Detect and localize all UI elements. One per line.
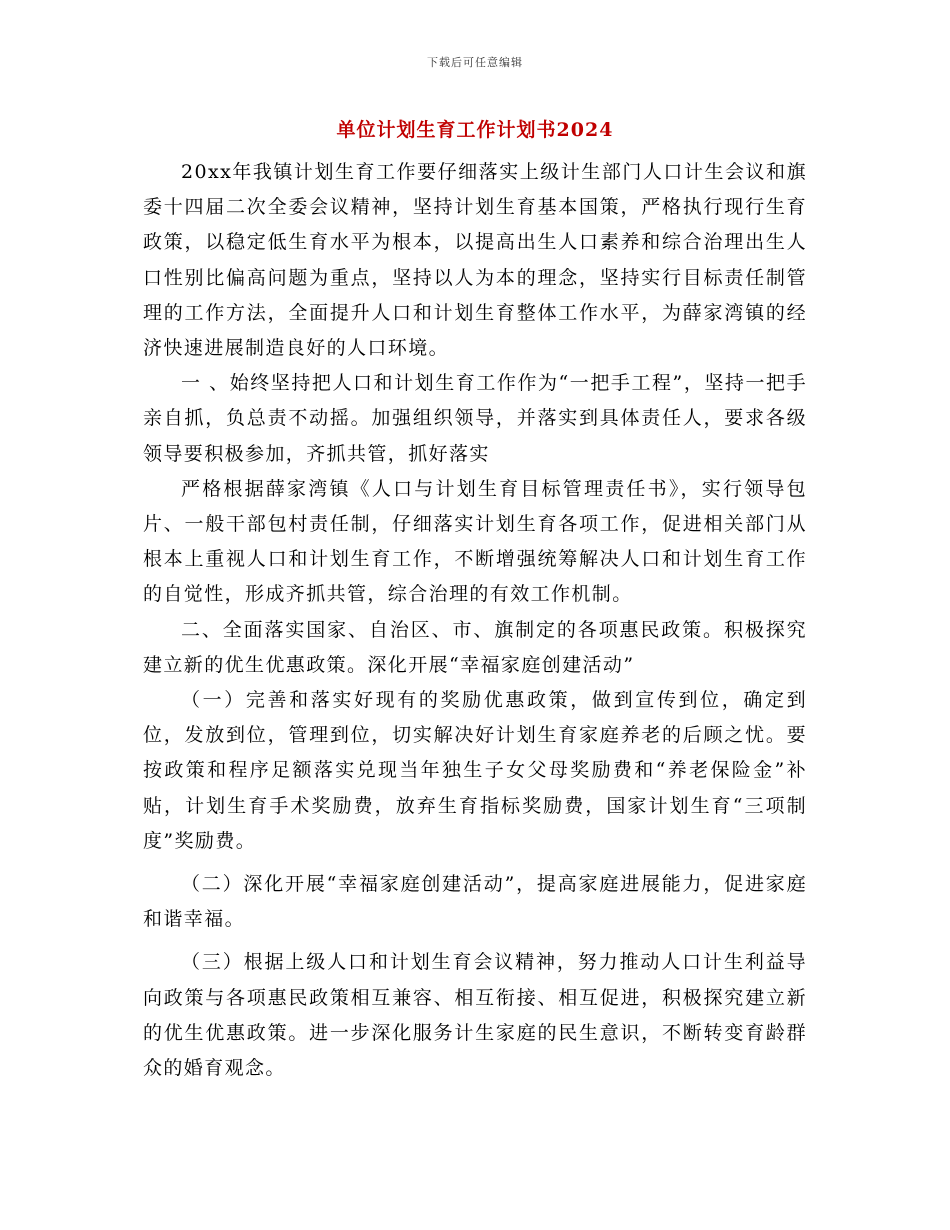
header-note: 下载后可任意编辑 xyxy=(427,56,523,69)
paragraph-section-1: 一 、始终坚持把人口和计划生育工作作为“一把手工程”，坚持一把手亲自抓，负总责不动摇。加强组织领导，并落实到具体责任人，要求各级领导要积极参加，齐抓共管，抓好落实 xyxy=(143,372,807,465)
paragraph-section-1-detail: 严格根据薛家湾镇《人口与计划生育目标管理责任书》，实行领导包片、一般干部包村责任制，仔细落实计划生育各项工作，促进相关部门从根本上重视人口和计划生育工作，不断增强统筹解决人口和计划生育工作的自觉性，形成齐抓共管，综合治理的有效工作机制。 xyxy=(143,477,807,606)
paragraph-item-3: （三）根据上级人口和计划生育会议精神，努力推动人口计生利益导向政策与各项惠民政策相互兼容、相互衔接、相互促进，积极探究建立新的优生优惠政策。进一步深化服务计生家庭的民生意识，不断转变育龄群众的婚育观念。 xyxy=(143,951,807,1080)
paragraph-section-2: 二、全面落实国家、自治区、市、旗制定的各项惠民政策。积极探究建立新的优生优惠政策。深化开展“幸福家庭创建活动” xyxy=(143,618,807,676)
paragraph-item-2: （二）深化开展“幸福家庭创建活动”，提高家庭进展能力，促进家庭和谐幸福。 xyxy=(143,873,807,931)
paragraph-item-1: （一）完善和落实好现有的奖励优惠政策，做到宣传到位，确定到位，发放到位，管理到位，切实解决好计划生育家庭养老的后顾之忧。要按政策和程序足额落实兑现当年独生子女父母奖励费和“养老保险金”补贴，计划生育手术奖励费，放弃生育指标奖励费，国家计划生育“三项制度”奖励费。 xyxy=(143,689,807,852)
paragraph-intro: 20xx年我镇计划生育工作要仔细落实上级计生部门人口计生会议和旗委十四届二次全委会议精神，坚持计划生育基本国策，严格执行现行生育政策，以稳定低生育水平为根本，以提高出生人口素养和综合治理出生人口性别比偏高问题为重点，坚持以人为本的理念，坚持实行目标责任制管理的工作方法，全面提升人口和计划生育整体工作水平，为薛家湾镇的经济快速进展制造良好的人口环境。 xyxy=(143,161,807,360)
document-title: 单位计划生育工作计划书2024 xyxy=(336,119,614,141)
document-body xyxy=(143,155,807,1086)
